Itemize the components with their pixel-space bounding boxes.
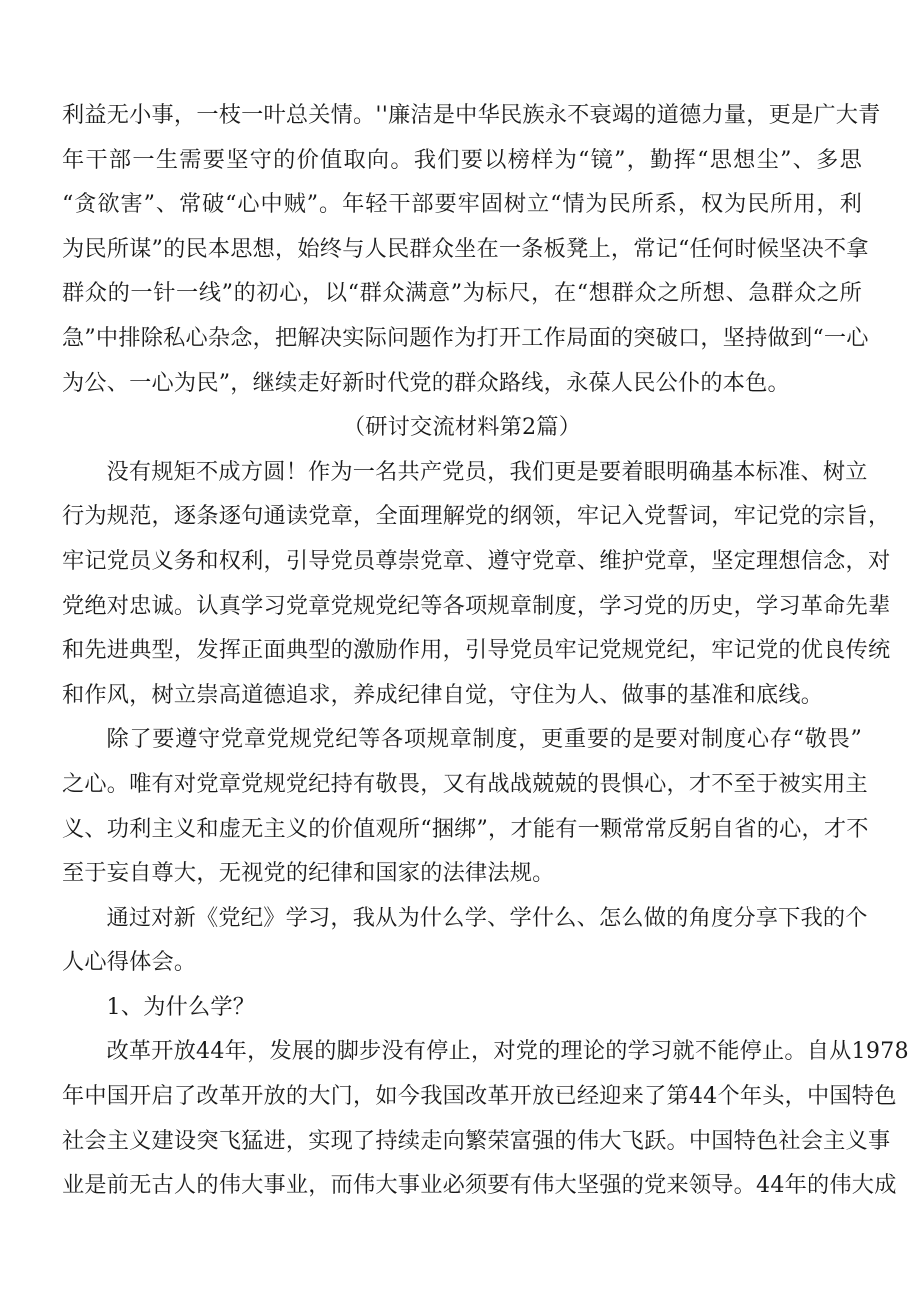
text-line: 为公、一心为民”，继续走好新时代党的群众路线，永葆人民公仆的本色。 [62, 369, 790, 396]
text-line: 年干部一生需要坚守的价值取向。我们要以榜样为“镜”，勤挥“思想尘”、多思 [62, 146, 862, 173]
text-line: 1、为什么学？ [106, 993, 256, 1020]
paragraph-2 [62, 450, 891, 718]
text-line: 通过对新《党纪》学习，我从为什么学、学什么、怎么做的角度分享下我的个 [106, 904, 868, 931]
text-line: 义、功利主义和虚无主义的价值观所“捆绑”，才能有一颗常常反躬自省的心，才不 [62, 815, 869, 842]
text-line: 利益无小事，一枝一叶总关情。''廉洁是中华民族永不衰竭的道德力量，更是广大青 [62, 102, 881, 128]
paragraph-5 [62, 985, 862, 1030]
text-line: 行为规范，逐条逐句通读党章，全面理解党的纲领，牢记入党誓词，牢记党的宗旨， [62, 503, 891, 530]
text-line: “贪欲害”、常破“心中贼”。年轻干部要牢固树立“情为民所系，权为民所用，利 [62, 191, 862, 218]
text-line: 为民所谋”的民本思想，始终与人民群众坐在一条板凳上，常记“任何时候坚决不拿 [62, 235, 869, 262]
text-line: 和作风，树立崇高道德追求，养成纪律自觉，守住为人、做事的基准和底线。 [62, 681, 824, 708]
text-line: 没有规矩不成方圆！作为一名共产党员，我们更是要着眼明确基本标准、树立 [106, 458, 868, 485]
text-line: 除了要遵守党章党规党纪等各项规章制度，更重要的是要对制度心存“敬畏” [106, 726, 862, 753]
text-line: 群众的一针一线”的初心，以“群众满意”为标尺，在“想群众之所想、急群众之所 [62, 280, 862, 307]
text-line: 年中国开启了改革开放的大门，如今我国改革开放已经迎来了第44个年头，中国特色 [62, 1083, 897, 1110]
text-line: 改革开放44年，发展的脚步没有停止，对党的理论的学习就不能停止。自从1978 [106, 1038, 909, 1065]
text-line: 业是前无古人的伟大事业，而伟大事业必须要有伟大坚强的党来领导。44年的伟大成 [62, 1172, 897, 1199]
text-line: 之心。唯有对党章党规党纪持有敬畏，又有战战兢兢的畏惧心，才不至于被实用主 [62, 770, 868, 797]
paragraph-1 [62, 93, 881, 405]
text-line: 党绝对忠诚。认真学习党章党规党纪等各项规章制度，学习党的历史，学习革命先辈 [62, 592, 891, 619]
text-line: 和先进典型，发挥正面典型的激励作用，引导党员牢记党规党纪，牢记党的优良传统 [62, 637, 891, 664]
text-line: 人心得体会。 [62, 949, 197, 976]
paragraph-4 [62, 896, 868, 985]
text-line: 牢记党员义务和权利，引导党员尊崇党章、遵守党章、维护党章，坚定理想信念，对 [62, 547, 891, 574]
text-line: 急”中排除私心杂念，把解决实际问题作为打开工作局面的突破口，坚持做到“一心 [62, 324, 869, 351]
text-line: 至于妄自尊大，无视党的纪律和国家的法律法规。 [62, 860, 555, 887]
paragraph-3 [62, 717, 869, 895]
text-line: 社会主义建设突飞猛进，实现了持续走向繁荣富强的伟大飞跃。中国特色社会主义事 [62, 1127, 891, 1154]
paragraph-6 [62, 1029, 909, 1207]
document-page [62, 93, 909, 1208]
section-heading: （研讨交流材料第2篇） [342, 414, 582, 441]
